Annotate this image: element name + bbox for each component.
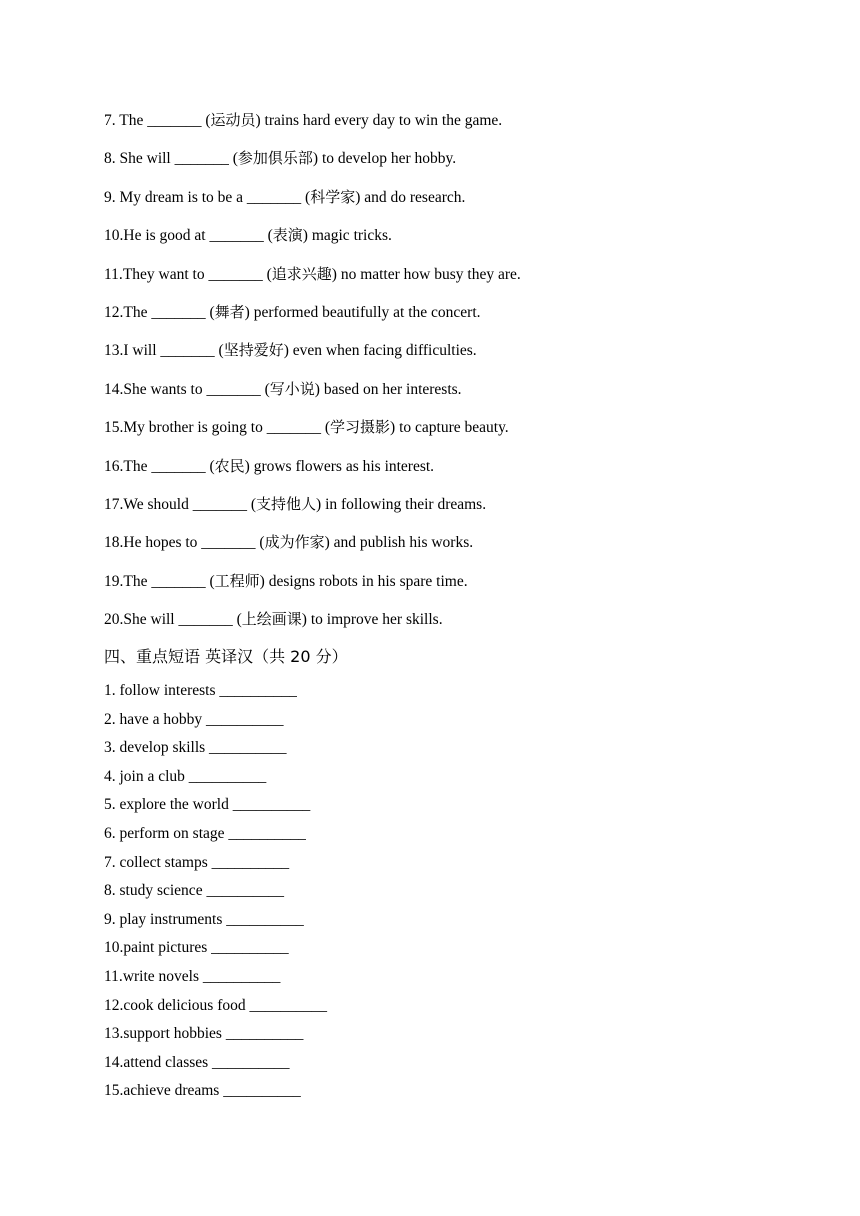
- item-number: 11.: [104, 967, 123, 985]
- phrase-item: [104, 737, 327, 766]
- item-text-after: ) designs robots in his spare time.: [259, 572, 468, 590]
- item-hint: 工程师: [214, 571, 260, 590]
- item-hint: 农民: [214, 456, 245, 475]
- phrase-item: [104, 709, 327, 738]
- fill-in-item: [104, 608, 521, 646]
- item-text-after: ) and publish his works.: [324, 534, 474, 552]
- phrase-text: cook delicious food __________: [123, 996, 328, 1014]
- item-number: 7.: [104, 112, 116, 129]
- item-number: 15.: [104, 1082, 124, 1100]
- item-hint: 运动员: [210, 111, 256, 129]
- item-hint: 坚持爱好: [223, 341, 284, 360]
- phrase-text: join a club __________: [119, 767, 267, 785]
- item-number: 3.: [104, 739, 116, 757]
- item-hint: 舞者: [214, 302, 245, 321]
- phrase-item: [104, 909, 327, 938]
- item-text-before: The _______ (: [123, 572, 215, 590]
- item-text-before: He hopes to _______ (: [123, 534, 265, 552]
- item-text-after: ) grows flowers as his interest.: [244, 457, 435, 475]
- item-text-before: I will _______ (: [123, 342, 224, 360]
- item-number: 8.: [104, 882, 116, 900]
- item-number: 12.: [104, 996, 124, 1014]
- item-text-before: The _______ (: [123, 303, 215, 321]
- fill-in-item: [104, 301, 521, 339]
- item-text-after: ) performed beautifully at the concert.: [244, 303, 481, 321]
- fill-in-item: [104, 147, 521, 185]
- fill-in-item: [104, 493, 521, 531]
- item-number: 12.: [104, 303, 124, 321]
- fill-in-item: [104, 186, 521, 224]
- item-hint: 参加俱乐部: [237, 149, 313, 168]
- phrase-text: play instruments __________: [119, 910, 304, 928]
- fill-in-item: [104, 109, 521, 147]
- item-text-before: They want to _______ (: [122, 265, 272, 283]
- item-number: 13.: [104, 342, 124, 360]
- item-number: 14.: [104, 1053, 124, 1071]
- item-hint: 成为作家: [264, 533, 325, 552]
- phrase-text: write novels __________: [122, 967, 281, 985]
- item-text-before: My dream is to be a _______ (: [119, 188, 311, 206]
- fill-in-item: [104, 339, 521, 377]
- phrase-text: paint pictures __________: [123, 939, 289, 957]
- phrase-text: support hobbies __________: [123, 1025, 304, 1043]
- fill-in-item: [104, 455, 521, 493]
- item-number: 17.: [104, 495, 124, 513]
- item-text-before: She wants to _______ (: [123, 380, 270, 398]
- item-text-after: ) to improve her skills.: [301, 611, 443, 629]
- item-number: 7.: [104, 853, 116, 871]
- phrase-item: [104, 995, 327, 1024]
- item-hint: 表演: [272, 226, 303, 245]
- item-number: 6.: [104, 824, 116, 842]
- phrase-item: [104, 966, 327, 995]
- item-text-before: The _______ (: [123, 457, 215, 475]
- phrase-item: [104, 852, 327, 881]
- phrase-item: [104, 880, 327, 909]
- phrase-item: [104, 794, 327, 823]
- phrase-text: perform on stage __________: [119, 824, 306, 842]
- fill-in-item: [104, 263, 521, 301]
- section-four-heading: 四、重点短语 英译汉（共 20 分）: [104, 647, 348, 666]
- item-text-before: She will _______ (: [119, 150, 238, 168]
- item-text-after: ) based on her interests.: [314, 380, 462, 398]
- item-text-after: ) to develop her hobby.: [312, 150, 457, 168]
- item-hint: 学习摄影: [330, 418, 391, 437]
- item-number: 8.: [104, 150, 116, 168]
- item-number: 11.: [104, 265, 123, 283]
- phrase-text: collect stamps __________: [119, 853, 290, 871]
- fill-in-item: [104, 224, 521, 262]
- item-text-after: ) in following their dreams.: [316, 495, 487, 513]
- fill-in-list: [104, 109, 521, 646]
- item-number: 19.: [104, 572, 124, 590]
- item-hint: 写小说: [269, 379, 315, 398]
- phrase-item: [104, 680, 327, 709]
- phrase-item: [104, 1023, 327, 1052]
- item-number: 18.: [104, 534, 124, 552]
- phrase-item: [104, 1080, 327, 1109]
- item-number: 10.: [104, 227, 124, 245]
- phrase-text: achieve dreams __________: [123, 1082, 301, 1100]
- fill-in-item: [104, 378, 521, 416]
- phrase-item: [104, 823, 327, 852]
- item-text-after: ) trains hard every day to win the game.: [255, 112, 503, 129]
- item-hint: 支持他人: [256, 494, 317, 513]
- item-number: 9.: [104, 910, 116, 928]
- phrase-text: study science __________: [119, 882, 284, 900]
- phrase-item: [104, 1052, 327, 1081]
- item-hint: 科学家: [310, 187, 356, 206]
- item-number: 2.: [104, 710, 116, 728]
- item-text-before: He is good at _______ (: [123, 227, 273, 245]
- fill-in-item: [104, 570, 521, 608]
- item-text-before: She will _______ (: [123, 611, 242, 629]
- fill-in-item: [104, 531, 521, 569]
- item-number: 1.: [104, 682, 116, 699]
- phrase-text: follow interests __________: [119, 682, 297, 699]
- item-number: 20.: [104, 611, 124, 629]
- item-text-before: My brother is going to _______ (: [123, 419, 331, 437]
- item-number: 13.: [104, 1025, 124, 1043]
- item-text-after: ) no matter how busy they are.: [331, 265, 521, 283]
- phrase-list: [104, 680, 327, 1109]
- item-number: 10.: [104, 939, 124, 957]
- phrase-text: develop skills __________: [119, 739, 287, 757]
- item-text-after: ) to capture beauty.: [390, 419, 509, 437]
- item-text-after: ) even when facing difficulties.: [283, 342, 477, 360]
- item-number: 14.: [104, 380, 124, 398]
- item-text-after: ) and do research.: [355, 188, 466, 206]
- item-text-before: We should _______ (: [123, 495, 257, 513]
- item-number: 9.: [104, 188, 116, 206]
- item-number: 5.: [104, 796, 116, 814]
- phrase-text: explore the world __________: [119, 796, 311, 814]
- phrase-text: attend classes __________: [123, 1053, 290, 1071]
- item-hint: 上绘画课: [241, 610, 302, 629]
- item-text-before: The _______ (: [119, 112, 211, 129]
- phrase-item: [104, 766, 327, 795]
- phrase-text: have a hobby __________: [119, 710, 284, 728]
- item-number: 4.: [104, 767, 116, 785]
- item-number: 15.: [104, 419, 124, 437]
- phrase-item: [104, 937, 327, 966]
- item-text-after: ) magic tricks.: [302, 227, 392, 245]
- fill-in-item: [104, 416, 521, 454]
- item-number: 16.: [104, 457, 124, 475]
- item-hint: 追求兴趣: [271, 264, 332, 283]
